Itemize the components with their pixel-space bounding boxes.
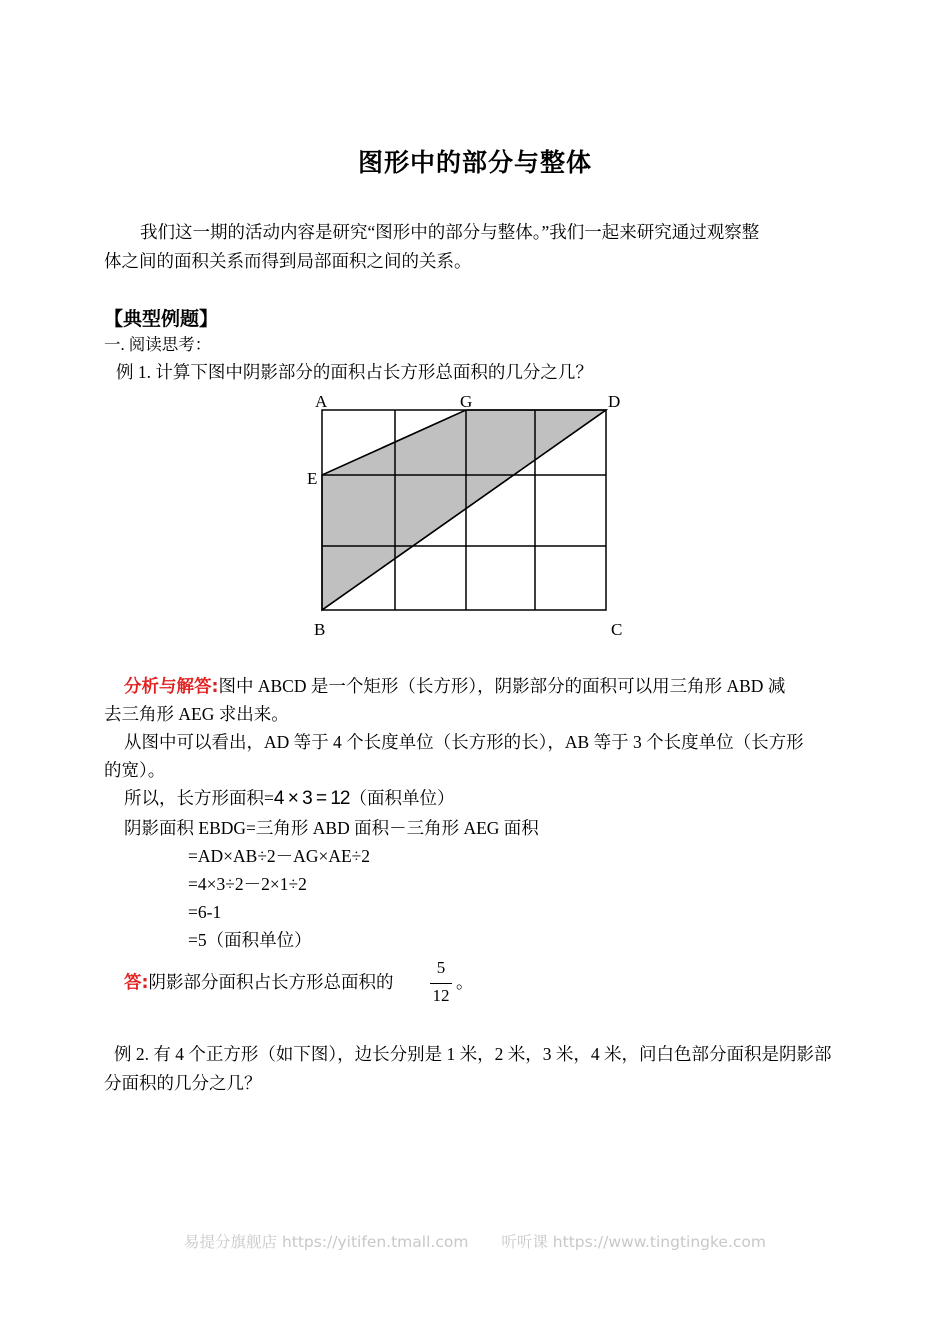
example1-question: 例 1. 计算下图中阴影部分的面积占长方形总面积的几分之几？: [116, 362, 593, 382]
answer-line: [124, 968, 394, 998]
step-1: =AD×AB÷2－AG×AE÷2: [188, 846, 371, 866]
page-title: 图形中的部分与整体: [357, 148, 592, 177]
area-suffix: （面积单位）: [349, 788, 455, 808]
step-4: =5（面积单位）: [188, 930, 312, 950]
example2-line-2: 分面积的几分之几？: [104, 1073, 262, 1093]
from-line-1: 从图中可以看出，AD 等于 4 个长度单位（长方形的长），AB 等于 3 个长度单位（长方形: [124, 732, 804, 752]
label-b: B: [314, 620, 326, 639]
subsection-label: 一. 阅读思考：: [104, 335, 212, 354]
answer-label: 答:: [124, 973, 149, 993]
rectangle-figure: [300, 388, 640, 643]
analysis-line-1: [124, 672, 785, 702]
section-heading: 【典型例题】: [104, 308, 219, 330]
step-2: =4×3÷2－2×1÷2: [188, 874, 307, 894]
step-3: =6-1: [188, 902, 222, 922]
label-d: D: [608, 392, 621, 411]
footer-right-link[interactable]: 听听课 https://www.tingtingke.com: [501, 1233, 766, 1251]
intro-line-2: 体之间的面积关系而得到局部面积之间的关系。: [104, 251, 472, 271]
fraction-denominator: 12: [432, 986, 450, 1005]
area-line: [124, 784, 454, 813]
shade-area-line: 阴影面积 EBDG=三角形 ABD 面积－三角形 AEG 面积: [124, 818, 539, 838]
fraction-numerator: 5: [436, 958, 446, 977]
example2-line-1: 例 2. 有 4 个正方形（如下图），边长分别是 1 米，2 米，3 米，4 米，问白色部分面积是阴影部: [114, 1044, 832, 1064]
answer-end: 。: [456, 972, 474, 992]
fraction-bar: [430, 983, 452, 984]
from-line-2: 的宽）。: [104, 760, 166, 780]
footer: [0, 1230, 950, 1252]
label-c: C: [611, 620, 623, 639]
footer-left-link[interactable]: 易提分旗舰店 https://yitifen.tmall.com: [184, 1233, 469, 1251]
analysis-label: 分析与解答:: [124, 677, 219, 697]
area-formula: 4 × 3 = 12: [273, 788, 350, 809]
label-a: A: [315, 392, 328, 411]
answer-text: 阴影部分面积占长方形总面积的: [148, 972, 394, 992]
intro-line-1: 我们这一期的活动内容是研究“图形中的部分与整体。”我们一起来研究通过观察整: [140, 222, 760, 242]
label-e: E: [307, 469, 318, 488]
analysis-line-2: 去三角形 AEG 求出来。: [104, 704, 289, 724]
area-prefix: 所以，长方形面积=: [124, 788, 274, 808]
analysis-text-1: 图中 ABCD 是一个矩形（长方形），阴影部分的面积可以用三角形 ABD 减: [218, 676, 786, 696]
label-g: G: [460, 392, 473, 411]
